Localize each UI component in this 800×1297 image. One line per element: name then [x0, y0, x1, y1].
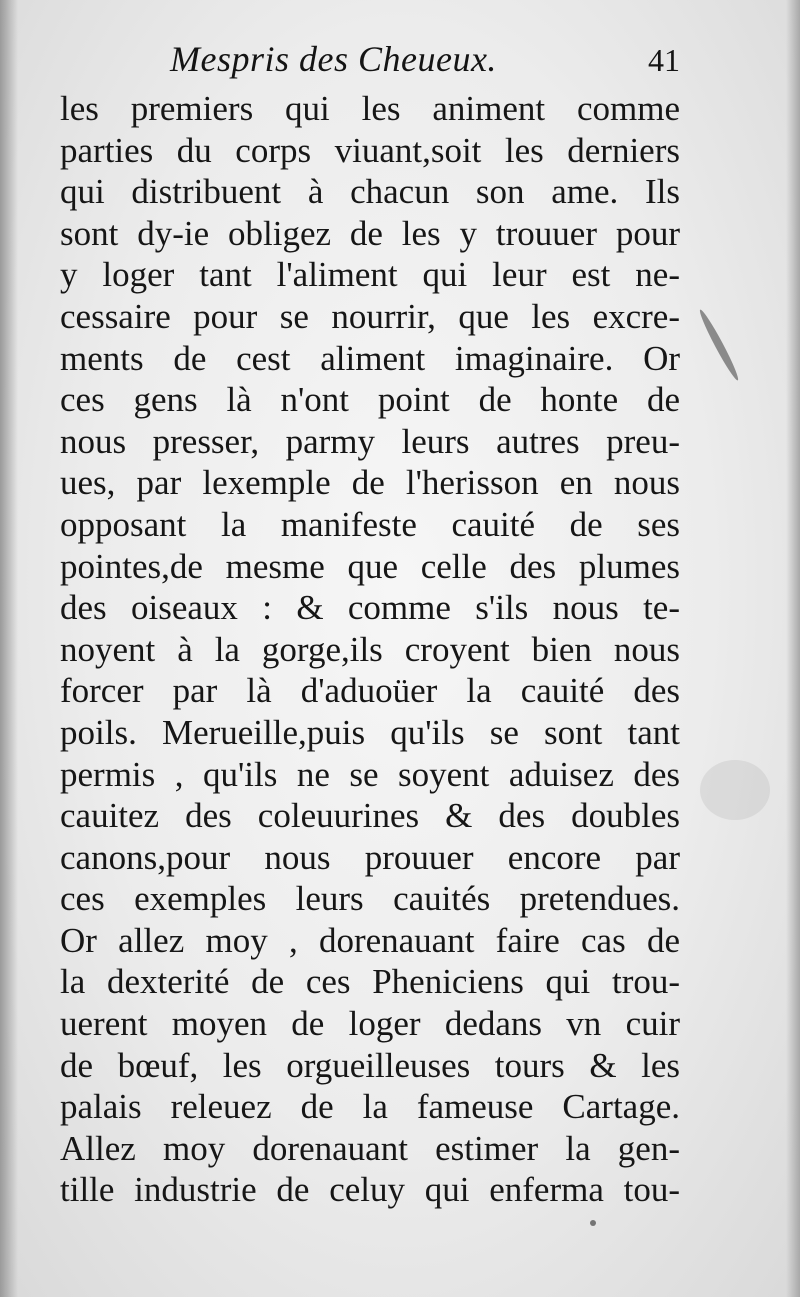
running-title: Mespris des Cheueux.: [170, 39, 497, 79]
text-line: pointes,de mesme que celle des plumes: [60, 546, 680, 586]
body-text: [60, 88, 680, 1211]
text-line: de bœuf, les orgueilleuses tours & les: [60, 1045, 680, 1085]
text-line: canons,pour nous prouuer encore par: [60, 837, 680, 877]
text-line: Or allez moy , dorenauant faire cas de: [60, 920, 680, 960]
text-line: parties du corps viuant,soit les derniers: [60, 130, 680, 170]
ink-speck: [590, 1220, 596, 1226]
text-line: cauitez des coleuurines & des doubles: [60, 796, 680, 836]
text-line: la dexterité de ces Pheniciens qui trou-: [60, 962, 680, 1002]
text-line: nous presser, parmy leurs autres preu-: [60, 421, 680, 461]
text-line: uerent moyen de loger dedans vn cuir: [60, 1004, 680, 1044]
text-line: tille industrie de celuy qui enferma tou-: [60, 1170, 680, 1210]
text-line: forcer par là d'aduoüer la cauité des: [60, 671, 680, 711]
text-line: ces exemples leurs cauités pretendues.: [60, 879, 680, 919]
text-line: qui distribuent à chacun son ame. Ils: [60, 172, 680, 212]
paper-stain: [700, 760, 770, 820]
text-line: noyent à la gorge,ils croyent bien nous: [60, 629, 680, 669]
text-line: palais releuez de la fameuse Cartage.: [60, 1087, 680, 1127]
text-line: y loger tant l'aliment qui leur est ne-: [60, 255, 680, 295]
text-line: ments de cest aliment imaginaire. Or: [60, 338, 680, 378]
text-line: Allez moy dorenauant estimer la gen-: [60, 1128, 680, 1168]
page-header: [150, 38, 690, 86]
text-line: ces gens là n'ont point de honte de: [60, 380, 680, 420]
text-line: les premiers qui les animent comme: [60, 89, 680, 128]
text-line: sont dy-ie obligez de les y trouuer pour: [60, 213, 680, 253]
text-line: cessaire pour se nourrir, que les excre-: [60, 296, 680, 336]
text-line: permis , qu'ils ne se soyent aduisez des: [60, 754, 680, 794]
ink-blot: [697, 308, 742, 382]
text-line: opposant la manifeste cauité de ses: [60, 504, 680, 544]
text-line: ues, par lexemple de l'herisson en nous: [60, 463, 680, 503]
page-number: 41: [648, 42, 680, 78]
text-line: poils. Merueille,puis qu'ils se sont tant: [60, 712, 680, 752]
text-line: des oiseaux : & comme s'ils nous te-: [60, 588, 680, 628]
